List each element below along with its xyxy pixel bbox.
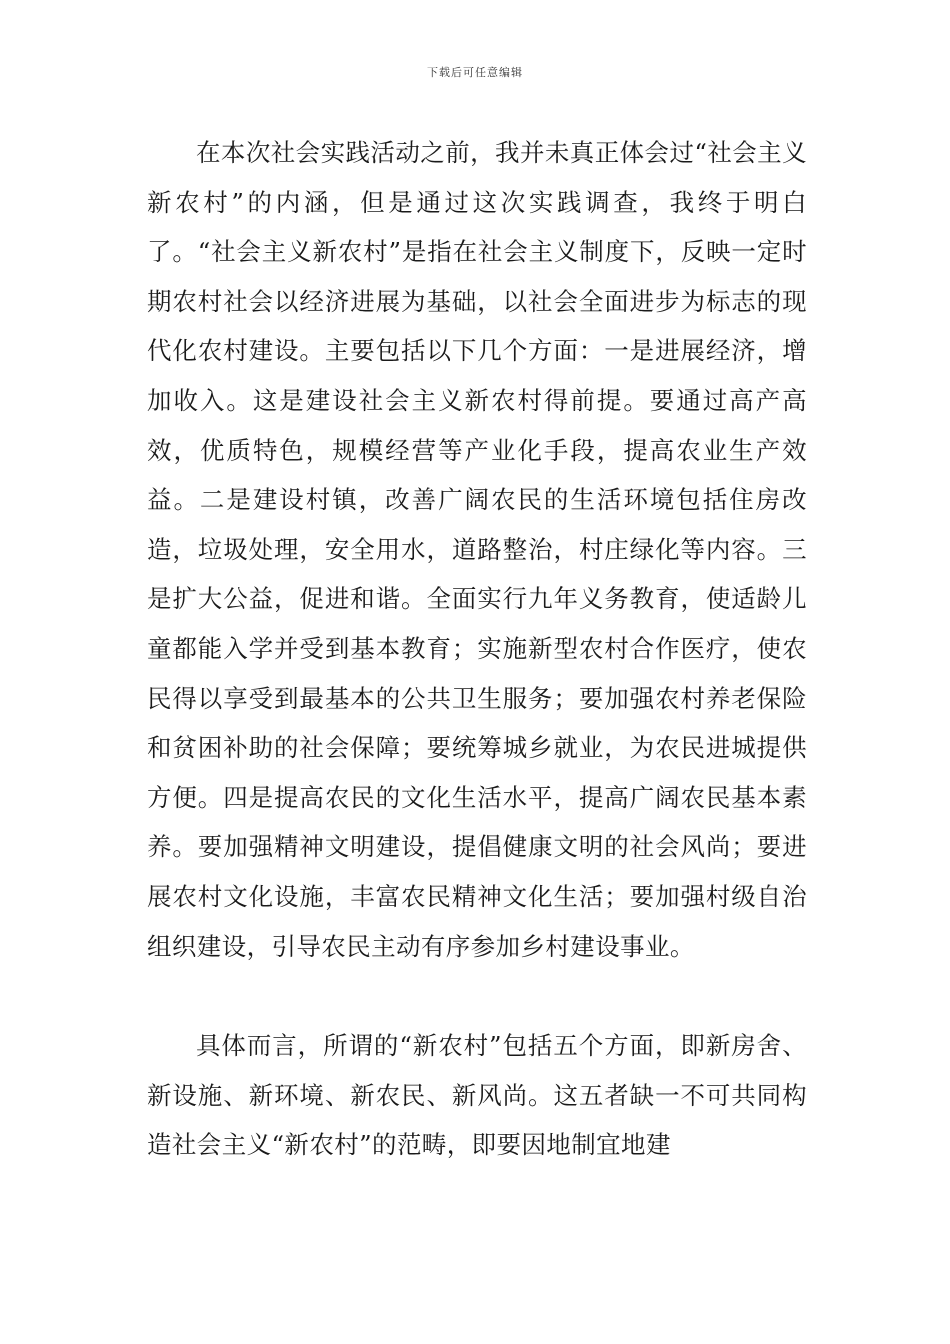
page-header-note: 下载后可任意编辑: [427, 66, 523, 79]
body-paragraph-1: 在本次社会实践活动之前，我并未真正体会过“社会主义新农村”的内涵，但是通过这次实践调查，我终于明白了。“社会主义新农村”是指在社会主义制度下，反映一定时期农村社会以经济进展为基础，以社会全面进步为标志的现代化农村建设。主要包括以下几个方面：一是进展经济，增加收入。这是建设社会主义新农村得前提。要通过高产高效，优质特色，规模经营等产业化手段，提高农业生产效益。二是建设村镇，改善广阔农民的生活环境包括住房改造，垃圾处理，安全用水，道路整治，村庄绿化等内容。三是扩大公益，促进和谐。全面实行九年义务教育，使适龄儿童都能入学并受到基本教育；实施新型农村合作医疗，使农民得以享受到最基本的公共卫生服务；要加强农村养老保险和贫困补助的社会保障；要统筹城乡就业，为农民进城提供方便。四是提高农民的文化生活水平，提高广阔农民基本素养。要加强精神文明建设，提倡健康文明的社会风尚；要进展农村文化设施，丰富农民精神文化生活；要加强村级自治组织建设，引导农民主动有序参加乡村建设事业。: [147, 138, 807, 961]
body-paragraph-2: 具体而言，所谓的“新农村”包括五个方面，即新房舍、新设施、新环境、新农民、新风尚。这五者缺一不可共同构造社会主义“新农村”的范畴，即要因地制宜地建: [147, 1031, 807, 1160]
document-body: [147, 128, 807, 1170]
